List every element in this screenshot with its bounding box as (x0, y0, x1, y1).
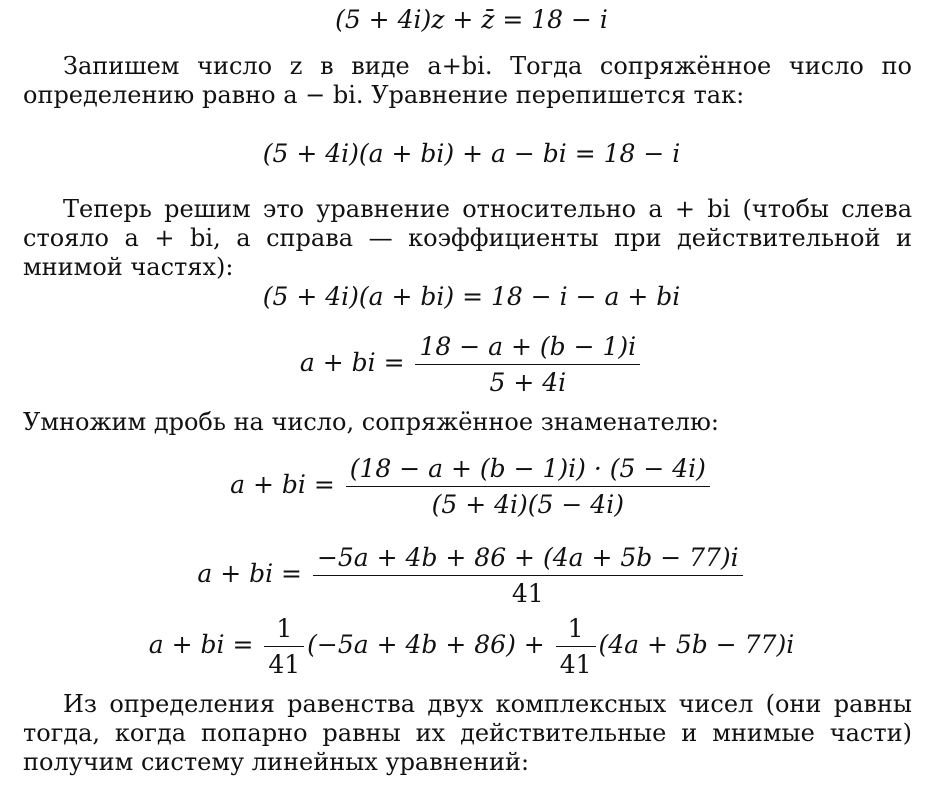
equation-6-denominator: 41 (511, 579, 544, 608)
equation-2-text: (5 + 4i)(a + bi) + a − bi = 18 − i (262, 139, 681, 168)
equation-6-fraction (313, 545, 743, 606)
paragraph-4: Из определения равенства двух комплексных чисел (они равны тогда, когда попарно равны их действительные и мнимые части) получим систему линейных уравнений: (23, 690, 912, 776)
equation-5-numerator: (18 − a + (b − 1)i) · (5 − 4i) (346, 456, 710, 487)
equation-4-denominator: 5 + 4i (489, 368, 567, 397)
equation-7-part-2: (4a + 5b − 77)i (598, 630, 795, 659)
equation-6-lhs: a + bi = (197, 559, 302, 588)
equation-7-part-1: (−5a + 4b + 86) + (307, 630, 545, 659)
equation-7 (0, 616, 943, 677)
equation-7-fraction-1-numerator: 1 (264, 616, 304, 647)
equation-5-lhs: a + bi = (230, 470, 335, 499)
equation-5-denominator: (5 + 4i)(5 − 4i) (431, 490, 624, 519)
equation-7-lhs: a + bi = (148, 630, 254, 659)
equation-7-fraction-1 (264, 616, 304, 677)
equation-7-fraction-2-denominator: 41 (559, 650, 592, 679)
paragraph-3: Умножим дробь на число, сопряжённое знаменателю: (23, 408, 719, 436)
equation-4-lhs: a + bi = (299, 348, 405, 377)
equation-2 (0, 141, 943, 166)
equation-4 (0, 334, 943, 395)
equation-3-text: (5 + 4i)(a + bi) = 18 − i − a + bi (262, 282, 681, 311)
equation-7-fraction-2-numerator: 1 (556, 616, 596, 647)
equation-1-text: (5 + 4i)z + z̄ = 18 − i (335, 5, 608, 34)
equation-7-fraction-2 (556, 616, 596, 677)
equation-6 (0, 545, 943, 606)
equation-1 (0, 7, 943, 32)
equation-7-fraction-1-denominator: 41 (268, 650, 301, 679)
paragraph-1: Запишем число z в виде a+bi. Тогда сопряжённое число по определению равно a − bi. Уравнение перепишется так: (23, 52, 912, 109)
equation-5-fraction (346, 456, 710, 517)
equation-5 (0, 456, 943, 517)
equation-4-fraction (415, 334, 640, 395)
equation-6-numerator: −5a + 4b + 86 + (4a + 5b − 77)i (313, 545, 743, 576)
equation-3 (0, 284, 943, 309)
paragraph-2: Теперь решим это уравнение относительно a + bi (чтобы слева стояло a + bi, а справа — коэффициенты при действительной и мнимой частях): (23, 195, 912, 281)
equation-4-numerator: 18 − a + (b − 1)i (415, 334, 640, 365)
